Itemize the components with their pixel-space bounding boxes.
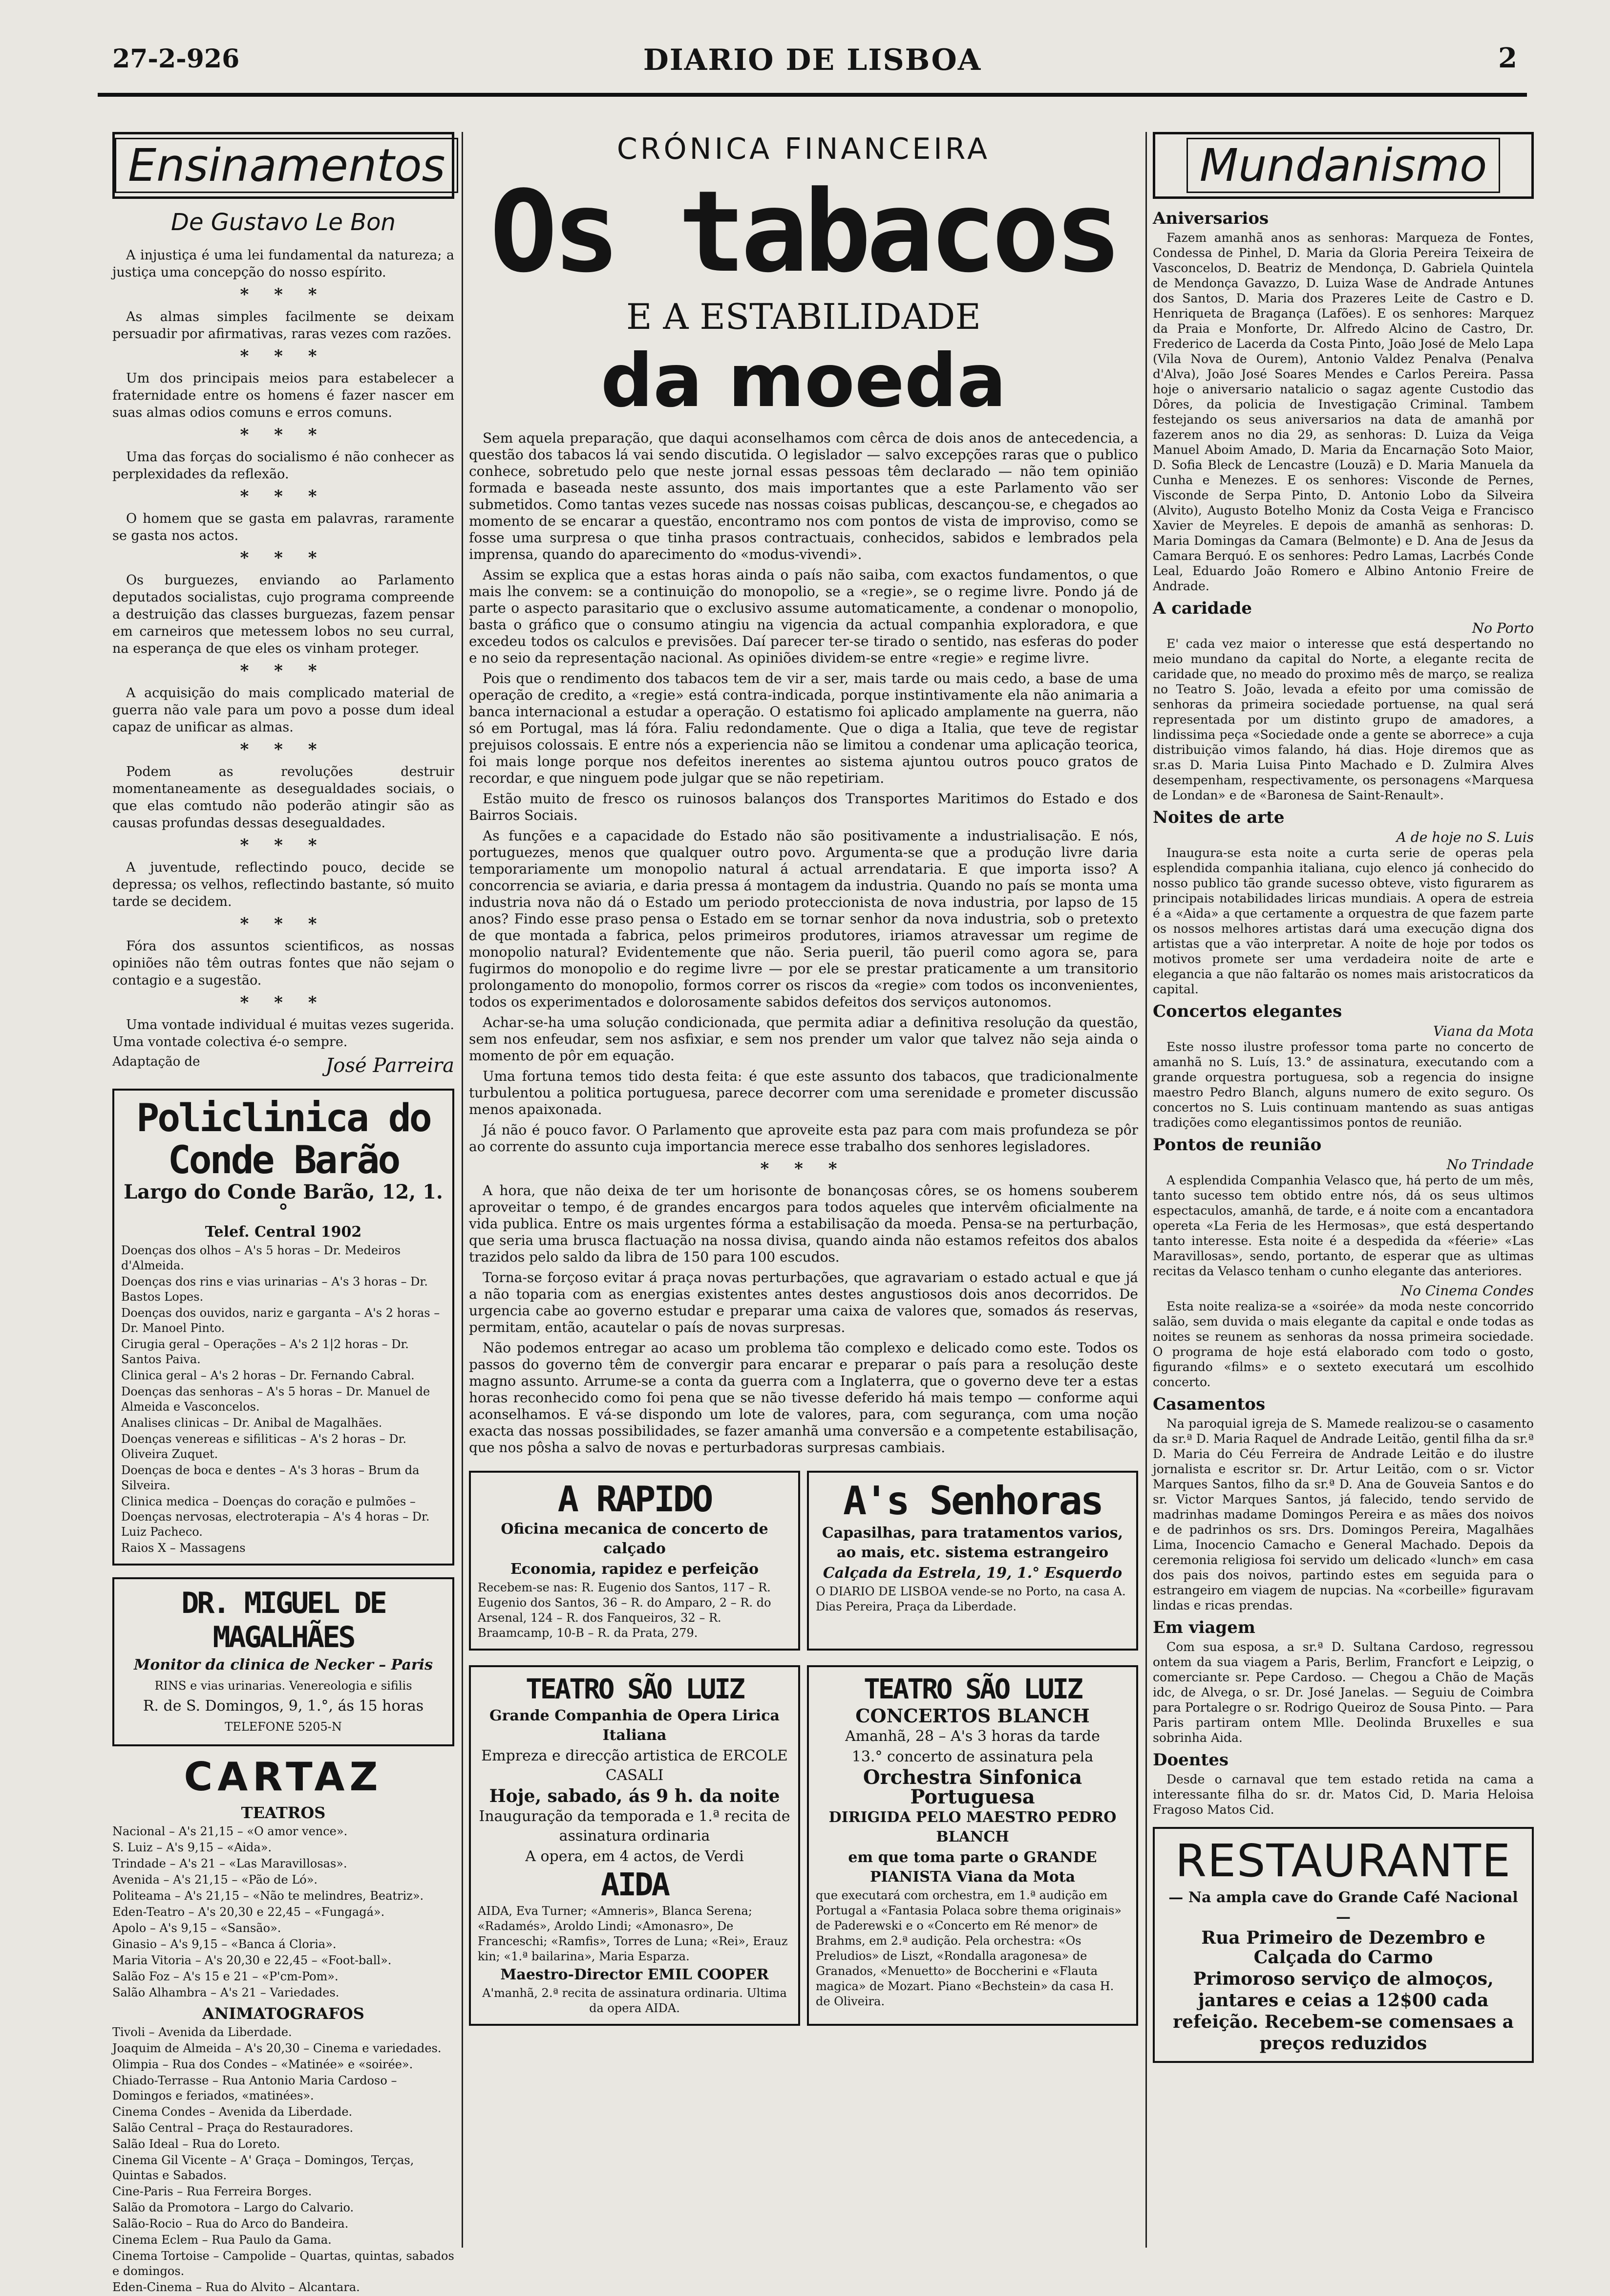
policlinica-service: Doenças dos rins e vias urinarias – A's 3 horas – Dr. Bastos Lopes. bbox=[121, 1275, 428, 1304]
section-text: Na paroquial igreja de S. Mamede realizou-se o casamento da sr.ª D. Maria Raquel de Andrade Leitão, gentil filha da sr.ª D. Maria do Céu Ferreira de Andrade Leitão e do ilustre jornalista e escritor sr. Dr. Artur Leitão, com o sr. Victor Marques Santos, filho da sr.ª D. Ana de Gouveia Santos e do sr. Victor Marques Santos, já falecido, tendo servido de madrinhas madame Domingos Pereira e as mães dos noivos e de padrinhos os srs. Drs. Domingos Pereira, Magalhães Lima, Inocencio Camacho e General Machado. Depois da ceremonia religiosa foi servido um delicado «lunch» em casa dos pais dos noivos, partindo estes em seguida para o estrangeiro em viagem de nupcias. Na «corbeille» figuravam lindas e ricas prendas. bbox=[1153, 1416, 1534, 1612]
policlinica-service: Raios X – Massagens bbox=[121, 1541, 246, 1555]
section-heading: Doentes bbox=[1153, 1750, 1229, 1770]
policlinica-service: Doenças dos olhos – A's 5 horas – Dr. Medeiros d'Almeida. bbox=[121, 1244, 401, 1272]
stars-separator: * * * bbox=[240, 285, 327, 304]
section-text: Fazem amanhã anos as senhoras: Marqueza de Fontes, Condessa de Pinhel, D. Maria da Gloria Pereira Teixeira de Vasconcelos, D. Beatriz de Mendonça, D. Gabriela Quintela de Mendonça Gavazzo, D. Luiza Wase de Andrade Antunes dos Santos, D. Maria dos Prazeres Leite de Castro e D. Henriqueta de Bragança (Lafões). E os senhores: Marquez da Praia e Monforte, Dr. Alfredo Alcino de Castro, Dr. Frederico de Lacerda da Costa Pinto, João José de Melo Lapa (Vila Nova de Ourem), Antonio Valdez Penalva (Penalva d'Alva), João José Soares Mendes e Carlos Pereira. Passa hoje o aniversario natalicio o sagaz agente Custodio das Dôres, da policia de Investigação Criminal. Tambem festejando os seus aniversarios na data de amanhã por fazerem anos no dia 29, as senhoras: D. Luiza da Veiga Manuel Aboim Amado, D. Maria da Encarnação Soto Maior, D. Sofia Bleck de Lencastre (Louzã) e D. Maria Manuela da Cunha e Menezes. E os senhores: Visconde de Pernes, Visconde de Serpa Pinto, D. Antonio Lobo da Silveira (Alvito), Augusto Botelho Moniz da Costa Veiga e Francisco Xavier de Meyreles. E depois de amanhã as senhoras: D. Maria Domingas da Camara (Belmonte) e D. Ana de Jesus da Camara Berquó. E os senhores: Pedro Lamas, Lacrbés Conde Leal, Eduardo João Romero e Albino Antonio Freire de Andrade. bbox=[1153, 231, 1534, 593]
column-rule-left bbox=[462, 132, 463, 2248]
article-paragraph: A hora, que não deixa de ter um horisonte de bonançosas côres, se os homens souberem aproveitar o tempo, é de grandes encargos para todos aqueles que intervêm oficialmente na vida publica. Entre os mais urgentes fórma a estabilisação da moeda. Pensa-se na perturbação, que seria uma brusca flactuação na nossa divisa, quando ainda não estamos refeitos dos abalos trazidos pelo saldo da libra de 150 para 100 escudos. bbox=[469, 1182, 1138, 1265]
article-paragraph: Pois que o rendimento dos tabacos tem de vir a ser, mais tarde ou mais cedo, a base de uma operação de credito, a «regie» está contra-indicada, porque instintivamente ela não animaria a banca internacional a estudar a operação. O estatismo foi aplicado amplamente na guerra, não só em Portugal, mas lá fóra. Faliu redondamente. Que o diga a Italia, que teve de registar prejuisos colossais. E entre nós a experiencia não se limitou a condenar uma aplicação teorica, foi mais longe porque nos defeitos inerentes ao sistema ajuntou outros pouco gratos de recordar, e que ninguem pode julgar que se não repetiriam. bbox=[469, 670, 1138, 786]
sao-luiz-concert-1: CONCERTOS BLANCH bbox=[855, 1705, 1090, 1727]
section-place: No Trindade bbox=[1446, 1157, 1534, 1173]
magalhaes-ad bbox=[112, 1577, 454, 1746]
magalhaes-name: DR. MIGUEL DE MAGALHÃES bbox=[181, 1586, 385, 1654]
section-text: Esta noite realiza-se a «soirée» da moda neste concorrido salão, sem duvida o mais elegante da capital e onde todas as noites se reunem as senhoras da nossa primeira sociedade. O programa de hoje está elaborado com todo o gosto, figurando «films» e o sexteto executará um escolhido concerto. bbox=[1153, 1299, 1534, 1389]
adaptation-label: Adaptação de bbox=[112, 1054, 200, 1069]
magalhaes-phone: TELEFONE 5205-N bbox=[225, 1720, 342, 1734]
article-paragraph: Não podemos entregar ao acaso um problema tão complexo e delicado como este. Todos os passos do governo têm de convergir para encarar e preparar o país para a resolução deste magno assunto. Arrume-se a conta da guerra com a Inglaterra, que o governo deve ter a estas horas reconhecido como foi pena que se não tivesse deferido há mais tempo — conforme aqui aconselhamos. E vá-se dispondo um lote de valores, para, com segurança, com uma noção exacta das nossas possibilidades, se fazer amanhã uma conversão e a competente estabilisação, que nos pôsha a salvo de novas e perturbadoras surpresas cambiais. bbox=[469, 1340, 1138, 1456]
animatografo-item: Salão-Rocio – Rua do Arco do Bandeira. bbox=[112, 2217, 349, 2231]
teatro-item: Salão Alhambra – A's 21 – Variedades. bbox=[112, 1986, 339, 1999]
sao-luiz-concert-3: 13.° concerto de assinatura pela bbox=[851, 1748, 1094, 1765]
teatro-item: Maria Vitoria – A's 20,30 e 22,45 – «Foot-ball». bbox=[112, 1953, 392, 1967]
center-column bbox=[469, 132, 1138, 2026]
policlinica-service: Doenças dos ouvidos, nariz e garganta – A's 2 horas – Dr. Manoel Pinto. bbox=[121, 1306, 440, 1335]
ensinamentos-heading-text: Ensinamentos bbox=[115, 138, 458, 193]
section-heading: Casamentos bbox=[1153, 1395, 1266, 1414]
section-place: A de hoje no S. Luis bbox=[1396, 829, 1534, 845]
maxim-paragraph: Uma vontade individual é muitas vezes sugerida. Uma vontade colectiva é-o sempre. bbox=[112, 1017, 455, 1050]
cartaz-title: CARTAZ bbox=[184, 1754, 383, 1800]
animatografo-item: Cinema Condes – Avenida da Liberdade. bbox=[112, 2105, 353, 2119]
sao-luiz-opera-8: Maestro-Director EMIL COOPER bbox=[500, 1966, 769, 1983]
article-paragraph: Assim se explica que a estas horas ainda o país não saiba, com exactos fundamentos, o que mais lhe convem: se a continuição do monopolio, se a «regie», se o regime livre. Pondo já de parte o aspecto parasitario que o exclusivo assume automaticamente, a condenar o monopolio, basta o gráfico que o consumo atingiu na vigencia da actual companhia exploradora, e que excedeu todos os calculos e previsões. Daí parecer ter-se tirado o sentido, nas esferas do poder e no seio da representação nacional. As opiniões dividem-se entre «regie» e regime livre. bbox=[469, 567, 1138, 666]
senhoras-title: A's Senhoras bbox=[843, 1478, 1102, 1524]
senhoras-line-1: Capasilhas, para tratamentos varios, ao mais, etc. sistema estrangeiro bbox=[822, 1524, 1123, 1561]
animatografo-item: Olimpia – Rua dos Condes – «Matinée» e «soirée». bbox=[112, 2058, 413, 2071]
teatro-item: Avenida – A's 21,15 – «Pão de Ló». bbox=[112, 1873, 318, 1887]
page-number: 2 bbox=[1498, 42, 1517, 74]
cronica-subtitle: E A ESTABILIDADE bbox=[626, 296, 981, 337]
policlinica-phone: Telef. Central 1902 bbox=[205, 1223, 362, 1241]
restaurante-line-2: Rua Primeiro de Dezembro e Calçada do Carmo bbox=[1201, 1928, 1485, 1968]
sao-luiz-opera-3: Hoje, sabado, ás 9 h. da noite bbox=[489, 1786, 780, 1806]
magalhaes-sub: Monitor da clinica de Necker – Paris bbox=[134, 1656, 433, 1674]
teatro-item: Apolo – A's 9,15 – «Sansão». bbox=[112, 1921, 281, 1935]
sao-luiz-opera-5: A opera, em 4 actos, de Verdi bbox=[525, 1848, 744, 1865]
issue-date: 27-2-926 bbox=[112, 44, 240, 74]
sao-luiz-opera-ad bbox=[469, 1665, 800, 2026]
maxim-paragraph: Podem as revoluções destruir momentaneamente as desegualdades sociais, o que elas comtudo não poderão atingir são as causas profundas dessas desegualdades. bbox=[112, 764, 454, 831]
masthead bbox=[98, 34, 1527, 97]
teatros-label: TEATROS bbox=[241, 1803, 326, 1822]
ensinamentos-byline: De Gustavo Le Bon bbox=[171, 209, 396, 236]
cronica-subtitle-2: da moeda bbox=[600, 339, 1007, 424]
ensinamentos-heading bbox=[112, 132, 454, 199]
maxim-paragraph: Os burguezes, enviando ao Parlamento deputados socialistas, cujo programa compreende a destruição das classes burguezas, fazem pensar em carneiros que metessem lobos no seu curral, na esperança de que eles os vinham proteger. bbox=[112, 573, 454, 656]
maxim-paragraph: A acquisição do mais complicado material de guerra não vale para um povo a posse dum ideal capaz de unificar as almas. bbox=[112, 686, 454, 735]
restaurante-title: RESTAURANTE bbox=[1175, 1835, 1512, 1887]
magalhaes-spec: RINS e vias urinarias. Venereologia e sifilis bbox=[154, 1679, 412, 1693]
animatografo-item: Salão da Promotora – Largo do Calvario. bbox=[112, 2201, 354, 2214]
section-place: No Cinema Condes bbox=[1400, 1283, 1534, 1299]
section-text: Este nosso ilustre professor toma parte no concerto de amanhã no S. Luís, 13.° de assinatura, executando com a grande orquestra portuguesa, sob a regencia do insigne maestro Pedro Blanch, alguns numero de exito seguro. Os concertos no S. Luis continuam mantendo as suas antigas tradições como elegantissimos pontos de reunião. bbox=[1153, 1040, 1534, 1130]
animatografo-item: Cinema Tortoise – Campolide – Quartas, quintas, sabados e domingos. bbox=[112, 2249, 454, 2278]
mundanismo-body bbox=[1153, 209, 1534, 1817]
section-heading: Pontos de reunião bbox=[1153, 1135, 1322, 1155]
section-text: Com sua esposa, a sr.ª D. Sultana Cardoso, regressou ontem da sua viagem a Paris, Berlim, Francfort e Leipzig, o comerciante sr. Pepe Cardoso. — Chegou a Chão de Maçãs idc, de Alvega, o sr. Dr. José Janelas. — Seguiu de Coimbra para Portalegre o sr. Rodrigo Queiroz de Sousa Pinto. — Para Paris partiram ontem Mlle. Deolinda Bruxelles e sua sobrinha Aida. bbox=[1153, 1640, 1534, 1745]
stars-separator: * * * bbox=[240, 836, 327, 855]
stars-separator: * * * bbox=[240, 346, 327, 366]
sao-luiz-opera-aida: AIDA bbox=[600, 1867, 669, 1903]
sao-luiz-opera-7: AIDA, Eva Turner; «Amneris», Blanca Serena; «Radamés», Aroldo Lindi; «Amonasro», De Franceschi; «Ramfis», Torres de Luna; «Rei», Erauz kin; «1.ª bailarina», Maria Esparza. bbox=[478, 1904, 788, 1963]
newspaper-title: DIARIO DE LISBOA bbox=[643, 43, 982, 77]
animatografo-item: Salão Ideal – Rua do Loreto. bbox=[112, 2137, 280, 2151]
stars-separator: * * * bbox=[760, 1159, 847, 1179]
maxim-paragraph: Um dos principais meios para estabelecer a fraternidade entre os homens é fazer nascer em suas almas odios comuns e erros comuns. bbox=[112, 371, 454, 420]
cronica-title: Os tabacos bbox=[489, 167, 1118, 298]
teatro-item: Trindade – A's 21 – «Las Maravillosas». bbox=[112, 1857, 347, 1870]
stars-separator: * * * bbox=[240, 487, 327, 506]
sao-luiz-concert-5: DIRIGIDA PELO MAESTRO PEDRO BLANCH bbox=[828, 1809, 1117, 1845]
policlinica-service: Clinica medica – Doenças do coração e pulmões – Doenças nervosas, electroterapia – A's 4 horas – Dr. Luiz Pacheco. bbox=[121, 1495, 430, 1539]
stars-separator: * * * bbox=[240, 740, 327, 759]
animatografo-item: Salão Central – Praça do Restauradores. bbox=[112, 2121, 354, 2135]
senhoras-line-2: Calçada da Estrela, 19, 1.° Esquerdo bbox=[823, 1565, 1123, 1582]
cronica-kicker: CRÓNICA FINANCEIRA bbox=[616, 132, 991, 166]
section-place: No Porto bbox=[1472, 620, 1534, 636]
article-paragraph: Achar-se-ha uma solução condicionada, que permita adiar a definitiva resolução da questão, sem nos enfeudar, sem nos asfixiar, e sem nos prender um valor que talvez não seja ainda o momento de pôr em equação. bbox=[469, 1014, 1138, 1064]
section-heading: A caridade bbox=[1153, 599, 1252, 618]
stars-separator: * * * bbox=[240, 425, 327, 445]
stars-separator: * * * bbox=[240, 914, 327, 934]
section-text: E' cada vez maior o interesse que está despertando no meio mundano da capital do Norte, a elegante recita de caridade que, no meado do proximo mês de março, se realiza no Teatro S. João, levada a efeito por uma comissão de senhoras da primeira sociedade portuense, na qual será representada por um distinto grupo de amadores, a lindissima peça «Sociedade onde a gente se aborrece» a cuja distribuição vimos falando, há dias. Hoje diremos que as sr.as D. Maria Luisa Pinto Machado e D. Zulmira Alves desempenham, respectivamente, os personagens «Marquesa de Londan» e de «Baronesa de Saint-Renault». bbox=[1153, 637, 1534, 802]
sao-luiz-concert-2: Amanhã, 28 – A's 3 horas da tarde bbox=[845, 1728, 1100, 1745]
sao-luiz-concert-6: em que toma parte o GRANDE PIANISTA Viana da Mota bbox=[848, 1849, 1097, 1886]
left-column bbox=[112, 132, 454, 2296]
sao-luiz-opera-4: Inauguração da temporada e 1.ª recita de assinatura ordinaria bbox=[479, 1808, 790, 1845]
mundanismo-heading bbox=[1153, 132, 1534, 199]
section-heading: Concertos elegantes bbox=[1153, 1002, 1342, 1021]
animatografo-item: Chiado-Terrasse – Rua Antonio Maria Cardoso – Domingos e feriados, «matinées». bbox=[112, 2074, 397, 2103]
article-paragraph: Sem aquela preparação, que daqui aconselhamos com cêrca de dois anos de antecedencia, a questão dos tabacos lá vai sendo discutida. O legislador — salvo excepções raras que o publico conhece, sobretudo pelo que neste jornal essas pessoas têm declarado — não tem opinião formada e baseada neste assunto, dos mais importantes que a este Parlamento vão ser submetidos. Como tantas vezes sucede nas nossas coisas publicas, descançou-se, e chegados ao momento de se encarar a questão, encontramo nos com pontos de vista de improviso, como se fosse uma surpresa o que tinha prasos contractuais, conhecidos, sabidos e lembrados pela imprensa, quando do aparecimento do «modus-vivendi». bbox=[469, 430, 1138, 562]
column-rule-right bbox=[1145, 132, 1147, 2248]
senhoras-ad bbox=[807, 1471, 1138, 1651]
animatografo-item: Joaquim de Almeida – A's 20,30 – Cinema e variedades. bbox=[112, 2041, 442, 2055]
ensinamentos-signature bbox=[112, 1054, 454, 1077]
section-text: Desde o carnaval que tem estado retida na cama a interessante filha do sr. dr. Matos Cid, D. Maria Heloisa Fragoso Matos Cid. bbox=[1153, 1772, 1534, 1817]
teatro-item: Eden-Teatro – A's 20,30 e 22,45 – «Fungagá». bbox=[112, 1905, 385, 1919]
maxim-paragraph: A juventude, reflectindo pouco, decide se depressa; os velhos, reflectindo bastante, só muito tarde se decidem. bbox=[112, 860, 454, 909]
rapido-line-1: Oficina mecanica de concerto de calçado bbox=[501, 1521, 768, 1557]
animatografos-list bbox=[112, 2025, 454, 2295]
policlinica-address: Largo do Conde Barão, 12, 1.° bbox=[124, 1180, 443, 1223]
stars-separator: * * * bbox=[240, 661, 327, 681]
section-text: A esplendida Companhia Velasco que, há perto de um mês, tanto sucesso tem obtido entre nós, dá os seus ultimos espectaculos, amanhã, de tarde, e á noite com a encantadora opereta «La Feria de les Hermosas», que está despertando tanto interesse. Esta noite é a despedida da «féerie» «Las Maravillosas», sendo, portanto, de esperar que as ultimas recitas da Velasco tenham o cunho elegante das anteriores. bbox=[1153, 1173, 1534, 1278]
center-ads-bottom bbox=[469, 1665, 1138, 2026]
cartaz-section bbox=[112, 1754, 454, 2295]
section-text: Inaugura-se esta noite a curta serie de operas pela esplendida companhia italiana, cujo elenco já conhecido do nosso publico tão grande sucesso obteve, visto figurarem as principais notabilidades liricas mundiais. A opera de estreia é a «Aida» a que certamente a orquestra de que fazem parte os nossos melhores artistas dará uma execução digna dos artistas que a vão interpretar. A noite de hoje por todos os motivos promete ser uma verdadeira noite de arte e elegancia a que não faltarão os nomes mais aristocraticos da capital. bbox=[1153, 846, 1534, 996]
rapido-ad bbox=[469, 1471, 800, 1651]
policlinica-service: Doenças venereas e sifiliticas – A's 2 horas – Dr. Oliveira Zuquet. bbox=[121, 1432, 406, 1461]
article-paragraph: Já não é pouco favor. O Parlamento que aproveite esta paz para com mais profundeza se pôr ao corrente do assunto cuja importancia merece esse trabalho dos senhores legisladores. bbox=[469, 1122, 1138, 1155]
rapido-line-2: Economia, rapidez e perfeição bbox=[510, 1561, 759, 1578]
policlinica-service: Cirugia geral – Operações – A's 2 1|2 horas – Dr. Santos Paiva. bbox=[121, 1337, 409, 1366]
sao-luiz-opera-title: TEATRO SÃO LUIZ bbox=[526, 1674, 743, 1705]
animatografo-item: Cinema Gil Vicente – A' Graça – Domingos, Terças, Quintas e Sabados. bbox=[112, 2153, 414, 2182]
policlinica-ad bbox=[112, 1089, 454, 1566]
article-paragraph: As funções e a capacidade do Estado não são positivamente a industrialisação. E nós, portuguezes, menos que qualquer outro povo. Argumenta-se que a produção livre daria temporariamente um monopolio natural á actual arrendataria. E que importa isso? A concorrencia se aviaria, e daria pressa á montagem da industria. Quando no país se monta uma industria nova não dá o Estado um periodo proteccionista de nova industria, por lapso de 15 anos? Findo esse praso pensa o Estado em se tornar senhor da nova industria, sob o pretexto de que montada a fabrica, pelos primeiros produtores, iriamos atravessar um regime de monopolio natural? Evidentemente que não. Seria pueril, tão pueril como agora se, para fugirmos do monopolio e do regime livre — por ele se prestar praticamente a um transitorio prolongamento do monopolio, formos correr os riscos da «regie» com todos os inconvenientes, todos os experimentados e dolorosamente sabidos defeitos dos serviços autonomos. bbox=[469, 828, 1138, 1010]
teatros-list bbox=[112, 1824, 454, 2000]
maxim-paragraph: Fóra dos assuntos scientificos, as nossas opiniões não têm outras fontes que não sejam o contagio e a sugestão. bbox=[112, 939, 454, 988]
policlinica-service: Doenças das senhoras – A's 5 horas – Dr. Manuel de Almeida e Vasconcelos. bbox=[121, 1385, 430, 1414]
mundanismo-heading-text: Mundanismo bbox=[1186, 138, 1500, 193]
sao-luiz-concert-7: que executará com orchestra, em 1.ª audição em Portugal a «Fantasia Polaca sobre thema originais» de Paderewski e o «Concerto em Ré menor» de Brahms, em 2.ª audição. Pela orchestra: «Os Preludios» de Liszt, «Rondalla aragonesa» de Granados, «Menuetto» de Boccherini e «Flauta magica» de Mozart. Piano «Bechstein» da casa H. de Oliveira. bbox=[816, 1888, 1122, 2008]
section-heading: Noites de arte bbox=[1153, 808, 1285, 827]
article-paragraph: Uma fortuna temos tido desta feita: é que este assunto dos tabacos, que tradicionalmente turbulentou a politica portuguesa, parece decorrer com uma serenidade e prometer discussão menos apaixonada. bbox=[469, 1068, 1138, 1117]
maxim-paragraph: O homem que se gasta em palavras, raramente se gasta nos actos. bbox=[112, 511, 454, 543]
teatro-item: Salão Foz – A's 15 e 21 – «P'cm-Pom». bbox=[112, 1970, 339, 1983]
animatografos-label: ANIMATOGRAFOS bbox=[202, 2004, 364, 2023]
sao-luiz-concert-ad bbox=[807, 1665, 1138, 2026]
stars-separator: * * * bbox=[240, 548, 327, 568]
senhoras-line-3: O DIARIO DE LISBOA vende-se no Porto, na casa A. Dias Pereira, Praça da Liberdade. bbox=[816, 1585, 1126, 1613]
cronica-body bbox=[469, 430, 1138, 1456]
sao-luiz-opera-2: Empreza e direcção artistica de ERCOLE CASALI bbox=[481, 1747, 788, 1784]
restaurante-line-3: Primoroso serviço de almoços, jantares e ceias a 12$00 cada refeição. Recebem-se comensaes a preços reduzidos bbox=[1173, 1969, 1514, 2054]
policlinica-service: Doenças de boca e dentes – A's 3 horas – Brum da Silveira. bbox=[121, 1463, 420, 1492]
section-place: Viana da Mota bbox=[1433, 1023, 1534, 1039]
teatro-item: Politeama – A's 21,15 – «Não te melindres, Beatriz». bbox=[112, 1889, 424, 1903]
rapido-title: A RAPIDO bbox=[557, 1479, 712, 1520]
article-paragraph: Torna-se forçoso evitar á praça novas perturbações, que agravariam o estado actual e que já a não toparia com as energias existentes antes destes angustiosos dois anos decorridos. De urgencia cabe ao governo estudar e preparar uma caixa de valores que, somados ás reservas, permitam, então, acautelar o país de novas surpresas. bbox=[469, 1269, 1138, 1335]
policlinica-title: Policlinica do Conde Barão bbox=[136, 1096, 430, 1182]
teatro-item: Ginasio – A's 9,15 – «Banca á Cloria». bbox=[112, 1937, 337, 1951]
sao-luiz-concert-title: TEATRO SÃO LUIZ bbox=[864, 1674, 1081, 1705]
policlinica-service: Clinica geral – A's 2 horas – Dr. Fernando Cabral. bbox=[121, 1369, 415, 1382]
translator-name: José Parreira bbox=[325, 1054, 454, 1077]
sao-luiz-opera-9: A'manhã, 2.ª recita de assinatura ordinaria. Ultima da opera AIDA. bbox=[482, 1986, 787, 2015]
stars-separator: * * * bbox=[240, 993, 327, 1012]
maxim-paragraph: As almas simples facilmente se deixam persuadir por afirmativas, raras vezes com razões. bbox=[112, 309, 454, 342]
restaurante-ad bbox=[1153, 1827, 1534, 2063]
policlinica-services bbox=[121, 1243, 445, 1556]
section-heading: Aniversarios bbox=[1153, 209, 1269, 228]
ensinamentos-body bbox=[112, 247, 454, 1051]
teatro-item: Nacional – A's 21,15 – «O amor vence». bbox=[112, 1824, 348, 1838]
article-paragraph: Estão muito de fresco os ruinosos balanços dos Transportes Maritimos do Estado e dos Bairros Sociais. bbox=[469, 791, 1138, 823]
animatografo-item: Tivoli – Avenida da Liberdade. bbox=[112, 2025, 292, 2039]
sao-luiz-concert-4: Orchestra Sinfonica Portuguesa bbox=[863, 1766, 1082, 1808]
animatografo-item: Cinema Eclem – Rua Paulo da Gama. bbox=[112, 2233, 332, 2247]
rapido-line-3: Recebem-se nas: R. Eugenio dos Santos, 117 – R. Eugenio dos Santos, 36 – R. do Amparo, 2 – R. do Arsenal, 124 – R. dos Fanqueiros, 32 – R. Braamcamp, 10-B – R. da Prata, 279. bbox=[478, 1581, 771, 1640]
right-column bbox=[1153, 132, 1534, 2063]
teatro-item: S. Luiz – A's 9,15 – «Aida». bbox=[112, 1841, 272, 1854]
restaurante-line-1: — Na ampla cave do Grande Café Nacional — bbox=[1168, 1889, 1518, 1926]
maxim-paragraph: Uma das forças do socialismo é não conhecer as perplexidades da reflexão. bbox=[112, 450, 454, 482]
center-ads-top bbox=[469, 1471, 1138, 1651]
animatografo-item: Cine-Paris – Rua Ferreira Borges. bbox=[112, 2185, 312, 2198]
policlinica-service: Analises clinicas – Dr. Anibal de Magalhães. bbox=[121, 1416, 382, 1430]
maxim-paragraph: A injustiça é uma lei fundamental da natureza; a justiça uma concepção do nosso espírito. bbox=[112, 248, 454, 280]
animatografo-item: Eden-Cinema – Rua do Alvito – Alcantara. bbox=[112, 2280, 360, 2294]
sao-luiz-opera-1: Grande Companhia de Opera Lirica Italiana bbox=[489, 1707, 780, 1744]
section-heading: Em viagem bbox=[1153, 1618, 1255, 1637]
magalhaes-address: R. de S. Domingos, 9, 1.°, ás 15 horas bbox=[143, 1697, 424, 1715]
